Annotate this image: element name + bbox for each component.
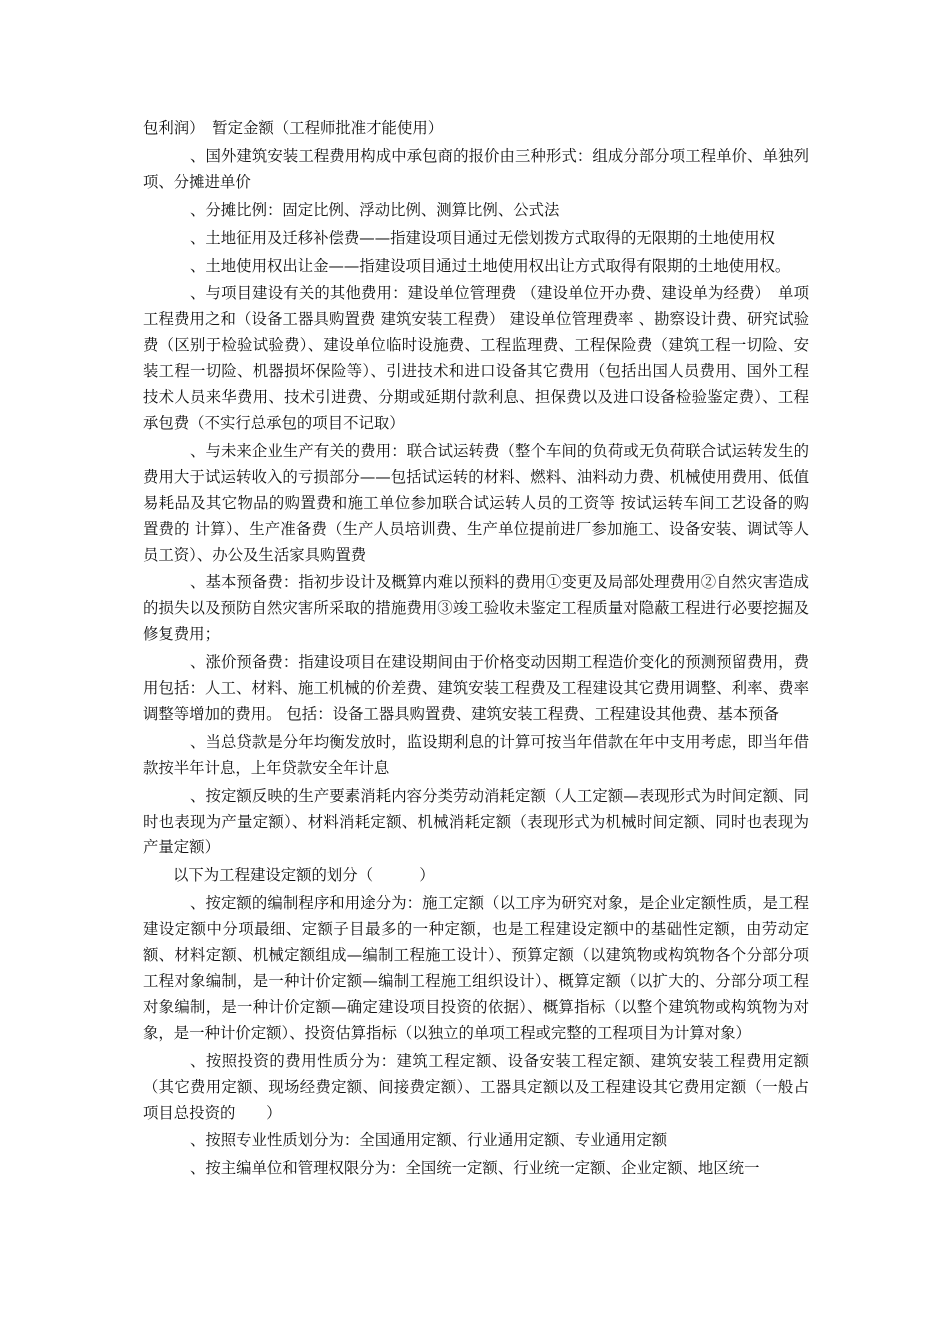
paragraph-2: 、国外建筑安装工程费用构成中承包商的报价由三种形式：组成分部分项工程单价、单独列项、分摊进单价 [143, 146, 809, 191]
document-body [143, 116, 809, 1184]
paragraph-9: 、涨价预备费：指建设项目在建设期间由于价格变动因期工程造价变化的预测预留费用，费用包括：人工、材料、施工机械的价差费、建筑安装工程费及工程建设其它费用调整、利率、费率调整等增加的费用。 包括：设备工器具购置费、建筑安装工程费、工程建设其他费、基本预备 [143, 653, 809, 723]
paragraph-16: 、按主编单位和管理权限分为：全国统一定额、行业统一定额、企业定额、地区统一 [190, 1159, 760, 1178]
paragraph-8: 、基本预备费：指初步设计及概算内难以预料的费用①变更及局部处理费用②自然灾害造成的损失以及预防自然灾害所采取的措施费用③竣工验收未鉴定工程质量对隐蔽工程进行必要挖掘及修复费用； [143, 573, 809, 644]
paragraph-7: 、与未来企业生产有关的费用：联合试运转费（整个车间的负荷或无负荷联合试运转发生的费用大于试运转收入的亏损部分——包括试运转的材料、燃料、油料动力费、机械使用费用、低值易耗品及其它物品的购置费和施工单位参加联合试运转人员的工资等 按试运转车间工艺设备的购置费的 计算）、生产准备费（生产人员培训费、生产单位提前进厂参加施工、设备安装、调试等人员工资）、办公及生活家具购置费 [143, 441, 809, 564]
paragraph-11: 、按定额反映的生产要素消耗内容分类劳动消耗定额（人工定额—表现形式为时间定额、同时也表现为产量定额）、材料消耗定额、机械消耗定额（表现形式为机械时间定额、同时也表现为产量定额） [143, 786, 809, 857]
paragraph-13: 、按定额的编制程序和用途分为：施工定额（以工序为研究对象，是企业定额性质，是工程建设定额中分项最细、定额子目最多的一种定额，也是工程建设定额中的基础性定额，由劳动定额、材料定额、机械定额组成—编制工程施工设计）、预算定额（以建筑物或构筑物各个分部分项工程对象编制，是一种计价定额—编制工程施工组织设计）、概算定额（以扩大的、分部分项工程对象编制，是一种计价定额—确定建设项目投资的依据）、概算指标（以整个建筑物或构筑物为对象，是一种计价定额）、投资估算指标（以独立的单项工程或完整的工程项目为计算对象） [143, 894, 809, 1042]
paragraph-3: 、分摊比例：固定比例、浮动比例、测算比例、公式法 [190, 200, 560, 219]
paragraph-15: 、按照专业性质划分为：全国通用定额、行业通用定额、专业通用定额 [190, 1131, 668, 1150]
paragraph-10: 、当总贷款是分年均衡发放时，监设期利息的计算可按当年借款在年中支用考虑，即当年借款按半年计息，上年贷款安全年计息 [143, 732, 809, 777]
paragraph-4: 、土地征用及迁移补偿费——指建设项目通过无偿划拨方式取得的无限期的土地使用权 [190, 228, 775, 247]
paragraph-1: 包利润） 暂定金额（工程师批准才能使用） [143, 119, 444, 137]
paragraph-5: 、土地使用权出让金——指建设项目通过土地使用权出让方式取得有限期的土地使用权。 [190, 256, 791, 275]
paragraph-12: 以下为工程建设定额的划分（ ） [173, 866, 435, 885]
paragraph-14: 、按照投资的费用性质分为：建筑工程定额、设备安装工程定额、建筑安装工程费用定额（其它费用定额、现场经费定额、间接费定额）、工器具定额以及工程建设其它费用定额（一般占项目总投资的 ） [143, 1051, 809, 1122]
paragraph-6: 、与项目建设有关的其他费用：建设单位管理费 （建设单位开办费、建设单为经费） 单项工程费用之和（设备工器具购置费 建筑安装工程费） 建设单位管理费率 、勘察设计费、研究试验费（区别于检验试验费）、建设单位临时设施费、工程监理费、工程保险费（建筑工程一切险、安装工程一切险、机器损坏保险等）、引进技术和进口设备其它费用（包括出国人员费用、国外工程技术人员来华费用、技术引进费、分期或延期付款利息、担保费以及进口设备检验鉴定费）、工程承包费（不实行总承包的项目不记取） [143, 284, 809, 432]
